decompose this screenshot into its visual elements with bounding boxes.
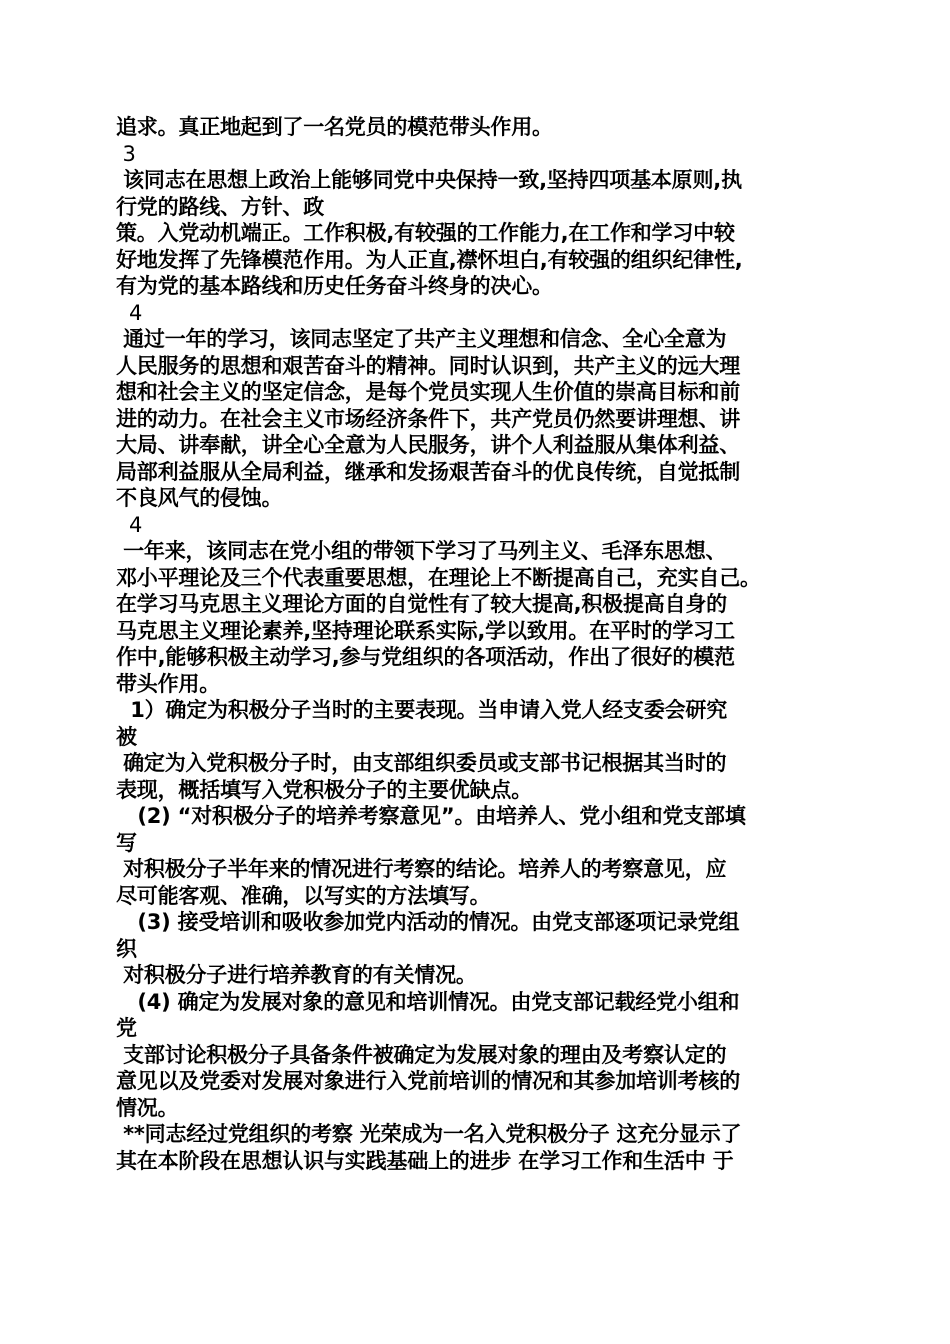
text-line: 该同志在思想上政治上能够同党中央保持一致,坚持四项基本原则,执 [116, 168, 742, 192]
text-line: 意见以及党委对发展对象进行入党前培训的情况和其参加培训考核的 [116, 1069, 740, 1093]
text-line: (3) 接受培训和吸收参加党内活动的情况。由党支部逐项记录党组 [116, 910, 740, 934]
text-line: 情况。 [116, 1095, 179, 1120]
text-line: 1）确定为积极分子当时的主要表现。当申请入党人经支委会研究 [116, 698, 728, 722]
text-line: **同志经过党组织的考察 光荣成为一名入党积极分子 这充分显示了 [116, 1122, 742, 1146]
document-body [116, 114, 856, 1174]
text-line: 邓小平理论及三个代表重要思想，在理论上不断提高自己，充实自己。 [116, 565, 761, 590]
text-line: 马克思主义理论素养,坚持理论联系实际,学以致用。在平时的学习工 [116, 618, 735, 643]
text-line: 写 [116, 830, 137, 855]
text-line: 对积极分子半年来的情况进行考察的结论。培养人的考察意见，应 [116, 857, 727, 881]
text-line: 带头作用。 [116, 671, 220, 696]
text-line: 支部讨论积极分子具备条件被确定为发展对象的理由及考察认定的 [116, 1042, 727, 1067]
text-line: 织 [116, 936, 137, 961]
text-line: 进的动力。在社会主义市场经济条件下，共产党员仍然要讲理想、讲 [116, 406, 740, 431]
text-line: 好地发挥了先锋模范作用。为人正直,襟怀坦白,有较强的组织纪律性, [116, 247, 743, 272]
text-line: 不良风气的侵蚀。 [116, 486, 283, 510]
text-line: 作中,能够积极主动学习,参与党组织的各项活动，作出了很好的模范 [116, 645, 735, 669]
text-line: 确定为入党积极分子时，由支部组织委员或支部书记根据其当时的 [116, 751, 727, 775]
text-line: 被 [116, 724, 137, 749]
text-line: 一年来，该同志在党小组的带领下学习了马列主义、毛泽东思想、 [116, 539, 727, 563]
text-line: 追求。真正地起到了一名党员的模范带头作用。 [116, 115, 553, 139]
text-line: 有为党的基本路线和历史任务奋斗终身的决心。 [116, 274, 553, 298]
text-line: 人民服务的思想和艰苦奋斗的精神。同时认识到，共产主义的远大理 [116, 353, 740, 378]
text-line: 在学习马克思主义理论方面的自觉性有了较大提高,积极提高自身的 [116, 592, 727, 616]
text-line: 对积极分子进行培养教育的有关情况。 [116, 963, 477, 987]
text-line: 表现，概括填写入党积极分子的主要优缺点。 [116, 777, 532, 802]
text-line: (2) “对积极分子的培养考察意见”。由培养人、党小组和党支部填 [116, 804, 746, 828]
text-line: 想和社会主义的坚定信念，是每个党员实现人生价值的崇高目标和前 [116, 380, 740, 404]
section-number: 4 [116, 512, 143, 537]
section-number: 4 [116, 300, 143, 325]
text-line: 党 [116, 1016, 137, 1040]
text-line: 大局、讲奉献，讲全心全意为人民服务，讲个人利益服从集体利益、 [116, 433, 740, 457]
text-line: 策。入党动机端正。工作积极,有较强的工作能力,在工作和学习中较 [116, 221, 735, 245]
section-number: 3 [116, 141, 136, 166]
text-line: 行党的路线、方针、政 [116, 194, 324, 219]
text-line: 其在本阶段在思想认识与实践基础上的进步 在学习工作和生活中 于 [116, 1148, 734, 1173]
text-line: 尽可能客观、准确，以写实的方法填写。 [116, 883, 491, 908]
text-line: (4) 确定为发展对象的意见和培训情况。由党支部记载经党小组和 [116, 989, 740, 1014]
text-line: 通过一年的学习，该同志坚定了共产主义理想和信念、全心全意为 [116, 327, 727, 351]
text-line: 局部利益服从全局利益，继承和发扬艰苦奋斗的优良传统，自觉抵制 [116, 459, 740, 484]
